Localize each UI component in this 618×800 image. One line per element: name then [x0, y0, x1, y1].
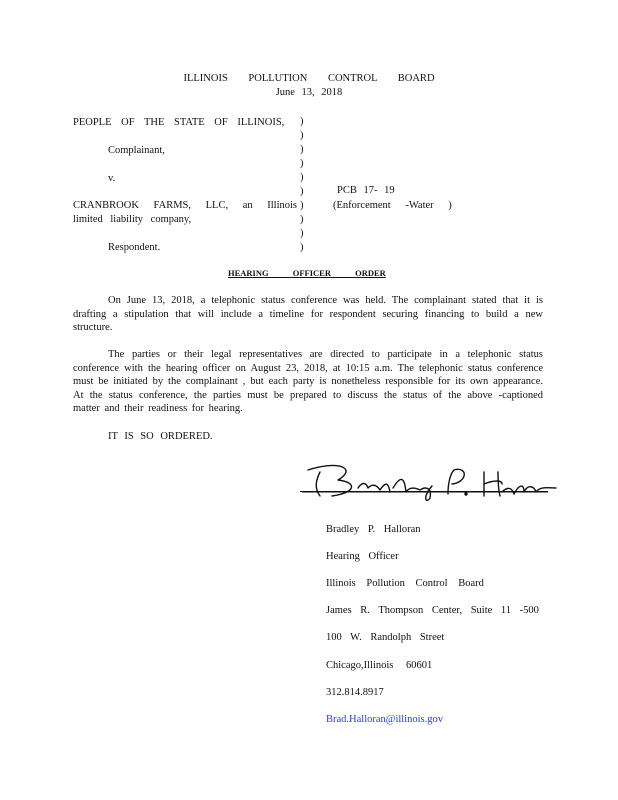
- case-type: (Enforcement -Water ): [333, 200, 452, 211]
- signer-address-line1: James R. Thompson Center, Suite 11 -500: [326, 605, 539, 617]
- agency-heading: ILLINOIS POLLUTION CONTROL BOARD: [183, 73, 435, 84]
- plaintiff-name: PEOPLE OF THE STATE OF ILLINOIS,: [73, 117, 285, 128]
- signer-title: Hearing Officer: [326, 550, 399, 562]
- signer-email-link[interactable]: Brad.Halloran@illinois.gov: [326, 713, 443, 725]
- closing-statement: IT IS SO ORDERED.: [108, 431, 213, 442]
- caption-bracket: ): [300, 242, 304, 253]
- signer-organization: Illinois Pollution Control Board: [326, 577, 484, 589]
- signature-block: [326, 509, 539, 740]
- plaintiff-role: Complainant,: [108, 145, 165, 156]
- caption-bracket: ): [300, 172, 304, 183]
- caption-bracket: ): [300, 130, 304, 141]
- versus: v.: [108, 173, 116, 184]
- order-title: HEARING OFFICER ORDER: [228, 268, 386, 278]
- signer-phone: 312.814.8917: [326, 686, 384, 698]
- caption-bracket: ): [300, 144, 304, 155]
- caption-bracket: ): [300, 228, 304, 239]
- caption-bracket: ): [300, 214, 304, 225]
- caption-bracket: ): [300, 158, 304, 169]
- signer-city: Chicago,Illinois 60601: [326, 659, 433, 671]
- caption-bracket: ): [300, 116, 304, 127]
- caption-bracket: ): [300, 200, 304, 211]
- signer-address-line2: 100 W. Randolph Street: [326, 632, 445, 644]
- order-paragraph-1: On June 13, 2018, a telephonic status conference was held. The complainant stated that it is drafting a stipulation that will include a timeline for respondent securing financing to build a new structure.: [73, 295, 543, 334]
- defendant-name-line1: CRANBROOK FARMS, LLC, an Illinois: [73, 200, 297, 211]
- order-date: June 13, 2018: [275, 87, 343, 98]
- handwritten-signature: [298, 458, 558, 510]
- case-number: PCB 17- 19: [337, 185, 395, 196]
- caption-bracket: ): [300, 186, 304, 197]
- defendant-role: Respondent.: [108, 242, 161, 253]
- signature-line: [300, 491, 548, 492]
- order-paragraph-2: The parties or their legal representatives are directed to participate in a telephonic status conference with the hearing officer on August 23, 2018, at 10:15 a.m. The telephonic status conference must be initiated by the complainant , but each party is nonetheless responsible for its own appearance. At the status conference, the parties must be prepared to discuss the status of the above -captioned matter and their readiness for hearing.: [73, 349, 543, 415]
- signer-name: Bradley P. Halloran: [326, 523, 421, 535]
- defendant-name-line2: limited liability company,: [73, 214, 192, 225]
